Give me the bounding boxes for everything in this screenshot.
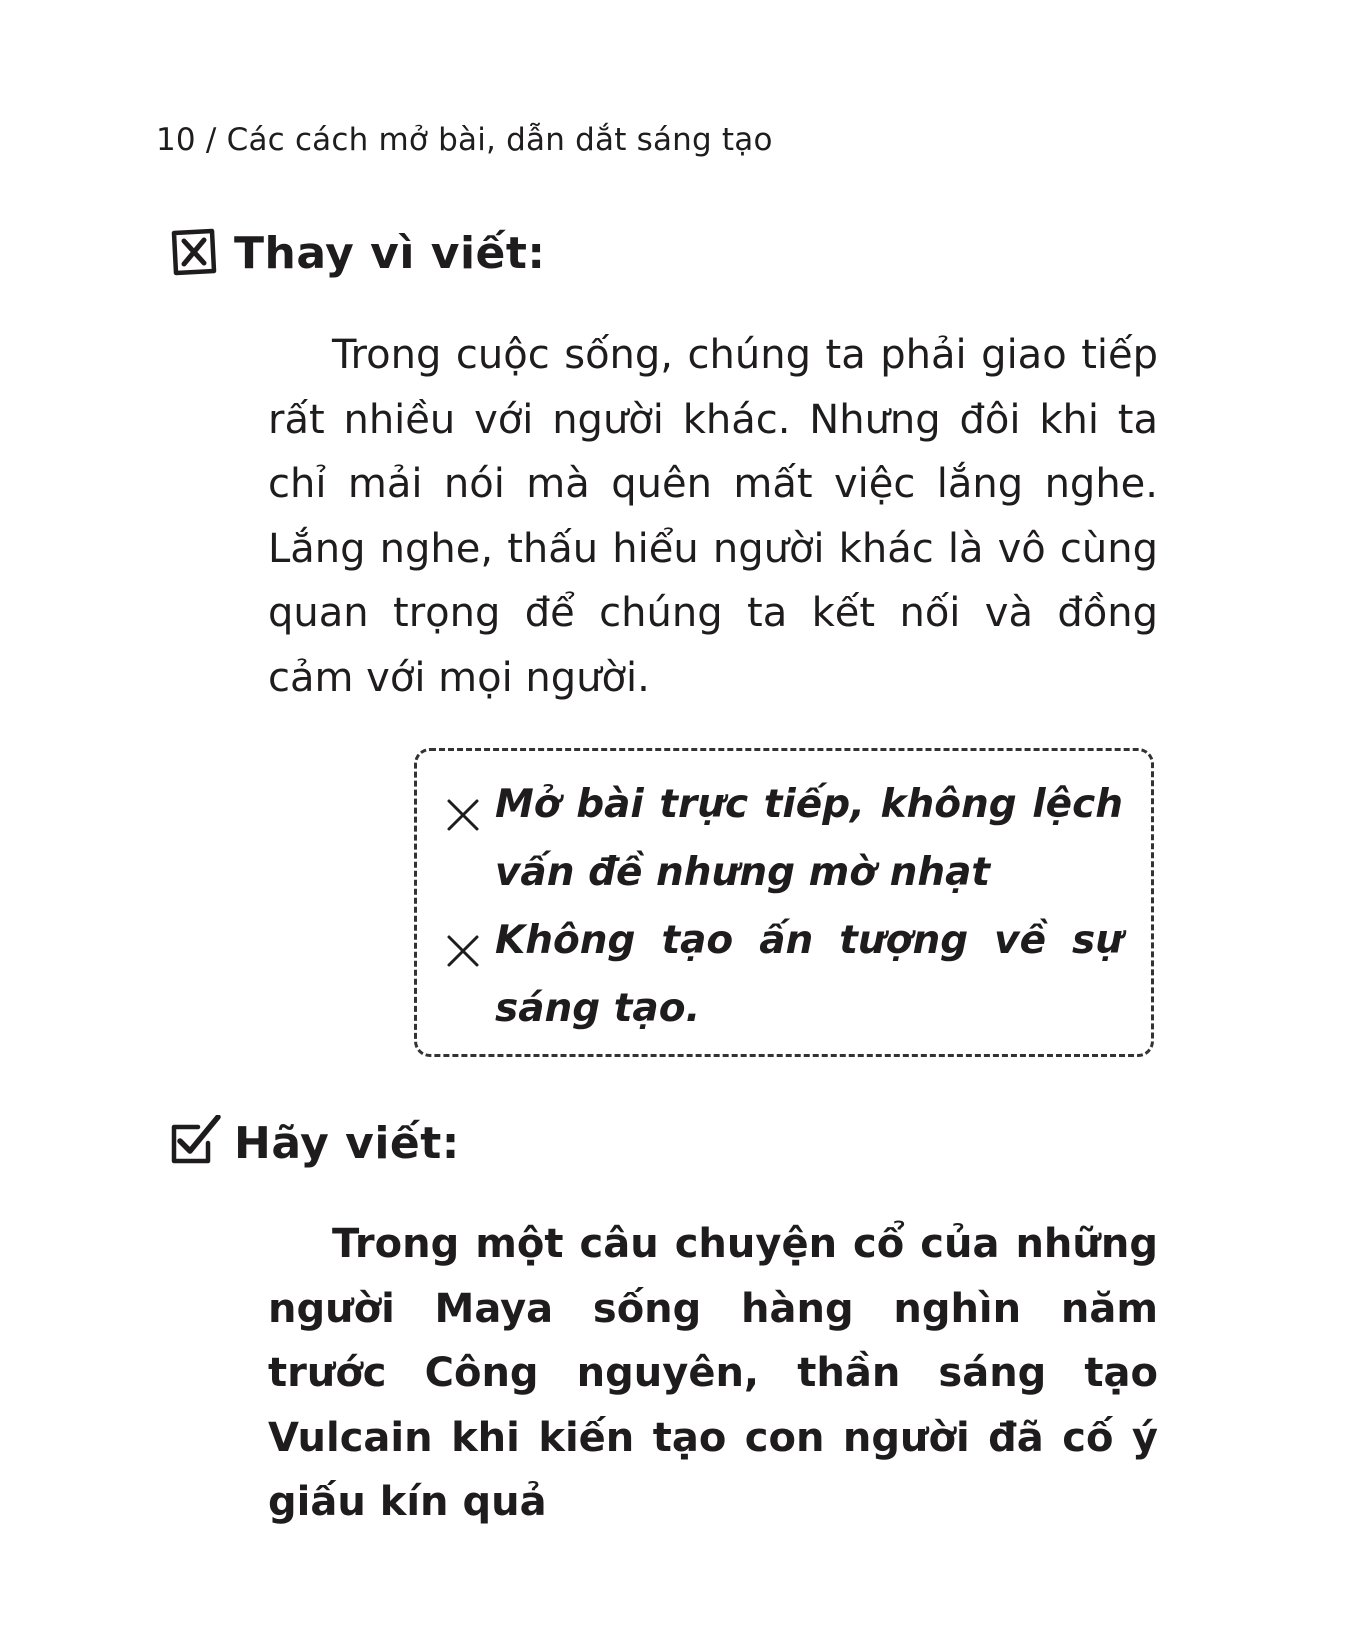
wrong-example-paragraph: Trong cuộc sống, chúng ta phải giao tiếp rất nhiều với người khác. Nhưng đôi khi ta chỉ mải nói mà quên mất việc lắng nghe. Lắng nghe, thấu hiểu người khác là vô cùng quan trọng để chúng ta kết nối và đồng cảm với mọi người.	[268, 332, 1158, 701]
critique-text: Không tạo ấn tượng về sự sáng tạo.	[495, 918, 1123, 1031]
critique-item	[445, 907, 1123, 1043]
x-mark-icon	[445, 787, 481, 823]
check-box-icon	[168, 1115, 224, 1171]
critique-box	[414, 748, 1154, 1057]
x-box-icon	[168, 225, 224, 281]
critique-text: Mở bài trực tiếp, không lệch vấn đề nhưng mờ nhạt	[495, 782, 1123, 895]
right-heading-label: Hãy viết:	[234, 1117, 460, 1169]
right-section-heading	[168, 1115, 460, 1171]
wrong-heading-label: Thay vì viết:	[234, 227, 546, 279]
critique-item	[445, 771, 1123, 907]
wrong-section-heading	[168, 225, 546, 281]
running-head: 10 / Các cách mở bài, dẫn dắt sáng tạo	[156, 122, 773, 158]
x-mark-icon	[445, 923, 481, 959]
right-example-paragraph: Trong một câu chuyện cổ của những người Maya sống hàng nghìn năm trước Công nguyên, thần sáng tạo Vulcain khi kiến tạo con người đã cố ý giấu kín quả	[268, 1221, 1158, 1525]
